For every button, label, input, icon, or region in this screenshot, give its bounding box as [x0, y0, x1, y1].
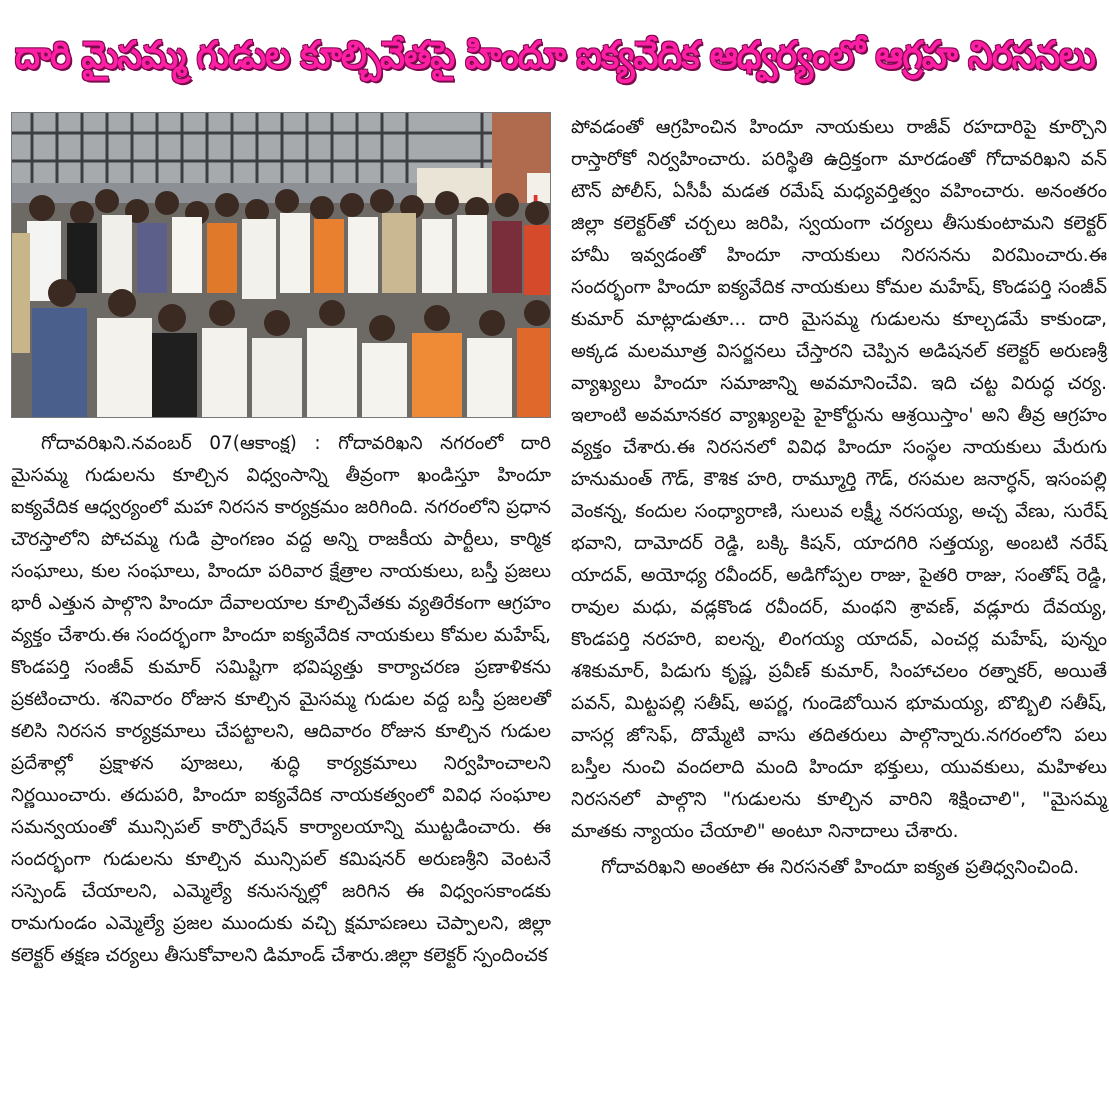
protest-photo-illustration [12, 113, 551, 418]
article-paragraph: గోదావరిఖని.నవంబర్ 07(ఆకాంక్ష) : గోదావరిఖని నగరంలో దారి మైసమ్మ గుడులను కూల్చిన విధ్వంసాన్ని తీవ్రంగా ఖండిస్తూ హిందూ ఐక్యవేదిక ఆధ్వర్యంలో మహా నిరసన కార్యక్రమం జరిగింది. నగరంలోని ప్రధాన చౌరస్తాలోని పోచమ్మ గుడి ప్రాంగణం వద్ద అన్ని రాజకీయ పార్టీలు, కార్మిక సంఘాలు, కుల సంఘాలు, హిందూ పరివార క్షేత్రాల నాయకులు, బస్తీ ప్రజలు భారీ ఎత్తున పాల్గొని హిందూ దేవాలయాల కూల్చివేతకు వ్యతిరేకంగా ఆగ్రహం వ్యక్తం చేశారు.ఈ సందర్భంగా హిందూ ఐక్యవేదిక నాయకులు కోమల మహేష్, కొండపర్తి సంజీవ్ కుమార్ సమిష్టిగా భవిష్యత్తు కార్యాచరణ ప్రణాళికను ప్రకటించారు. శనివారం రోజున కూల్చిన మైసమ్మ గుడుల వద్ద బస్తీ ప్రజలతో కలిసి నిరసన కార్యక్రమాలు చేపట్టాలని, ఆదివారం రోజున కూల్చిన గుడుల ప్రదేశాల్లో ప్రక్షాళన పూజలు, శుద్ధి కార్యక్రమాలు నిర్వహించాలని నిర్ణయించారు. తదుపరి, హిందూ ఐక్యవేదిక నాయకత్వంలో వివిధ సంఘాల సమన్వయంతో మున్సిపల్ కార్పొరేషన్ కార్యాలయాన్ని ముట్టడించారు. ఈ సందర్భంగా గుడులను కూల్చిన మున్సిపల్ కమిషనర్ అరుణశ్రీని వెంటనే సస్పెండ్ చేయాలని, ఎమ్మెల్యే కనుసన్నల్లో జరిగిన ఈ విధ్వంసకాండకు రామగుండం ఎమ్మెల్యే ప్రజల ముందుకు వచ్చి క్షమాపణలు చెప్పాలని, జిల్లా కలెక్టర్ తక్షణ చర్యలు తీసుకోవాలని డిమాండ్ చేశారు.జిల్లా కలెక్టర్ స్పందించక [11, 433, 551, 966]
article-paragraph: గోదావరిఖని అంతటా ఈ నిరసనతో హిందూ ఐక్యత ప్రతిధ్వనించింది. [601, 857, 1080, 878]
headline-banner [0, 0, 1109, 110]
article-paragraph: పోవడంతో ఆగ్రహించిన హిందూ నాయకులు రాజీవ్ రహదారిపై కూర్చొని రాస్తారోకో నిర్వహించారు. పరిస్థితి ఉద్రిక్తంగా మారడంతో గోదావరిఖని వన్ టౌన్ పోలీస్, ఏసీపీ మడత రమేష్ మధ్యవర్తిత్వం వహించారు. అనంతరం జిల్లా కలెక్టర్‌తో చర్చలు జరిపి, స్వయంగా చర్యలు తీసుకుంటామని కలెక్టర్ హామీ ఇవ్వడంతో హిందూ నాయకులు నిరసనను విరమించారు.ఈ సందర్భంగా హిందూ ఐక్యవేదిక నాయకులు కోమల మహేష్, కొండపర్తి సంజీవ్ కుమార్ మాట్లాడుతూ... దారి మైసమ్మ గుడులను కూల్చడమే కాకుండా, అక్కడ మలమూత్ర విసర్జనలు చేస్తారని చెప్పిన అడిషనల్ కలెక్టర్ అరుణశ్రీ వ్యాఖ్యలు హిందూ సమాజాన్ని అవమానించేవి. ఇది చట్ట విరుద్ధ చర్య. ఇలాంటి అవమానకర వ్యాఖ్యలపై హైకోర్టును ఆశ్రయిస్తాం' అని తీవ్ర ఆగ్రహం వ్యక్తం చేశారు.ఈ నిరసనలో వివిధ హిందూ సంస్థల నాయకులు మేరుగు హనుమంత్ గౌడ్, కౌశిక హరి, రామ్మూర్తి గౌడ్, రసమల జనార్ధన్, ఇసంపల్లి వెంకన్న, కందుల సంధ్యారాణి, సులువ లక్ష్మీ నరసయ్య, అచ్చ వేణు, సురేష్ భవాని, దామోదర్ రెడ్డి, బక్కి కిషన్, యాదగిరి సత్తయ్య, అంబటి నరేష్ యాదవ్, అయోధ్య రవీందర్, అడిగోప్పల రాజు, పైతరి రాజు, సంతోష్ రెడ్డి, రావుల మధు, వడ్లకొండ రవీందర్, మంథని శ్రావణ్, వడ్లూరు దేవయ్య, కొండపర్తి నరహరి, ఐలన్న, లింగయ్య యాదవ్, ఎంచర్ల మహేష్, పున్నం శశికుమార్, పిడుగు కృష్ణ, ప్రవీణ్ కుమార్, సింహాచలం రత్నాకర్, అయితే పవన్, మిట్టపల్లి సతీష్, అపర్ణ, గుండెబోయిన భూమయ్య, బొబ్బిలి సతీష్, వాసర్ల జోసెఫ్, దొమ్మేటి వాసు తదితరులు పాల్గొన్నారు.నగరంలోని పలు బస్తీల నుంచి వందలాది మంది హిందూ భక్తులు, యువకులు, మహిళలు నిరసనలో పాల్గొని "గుడులను కూల్చిన వారిని శిక్షించాలి", "మైసమ్మ మాతకు న్యాయం చేయాలి" అంటూ నినాదాలు చేశారు. [571, 117, 1107, 842]
protest-photo [11, 112, 551, 418]
article-column-left [11, 428, 551, 972]
headline: దారి మైసమ్మ గుడుల కూల్చివేతపై హిందూ ఐక్యవేదిక ఆధ్వర్యంలో ఆగ్రహ నిరసనలు [14, 33, 1095, 77]
article-column-right [571, 112, 1107, 884]
